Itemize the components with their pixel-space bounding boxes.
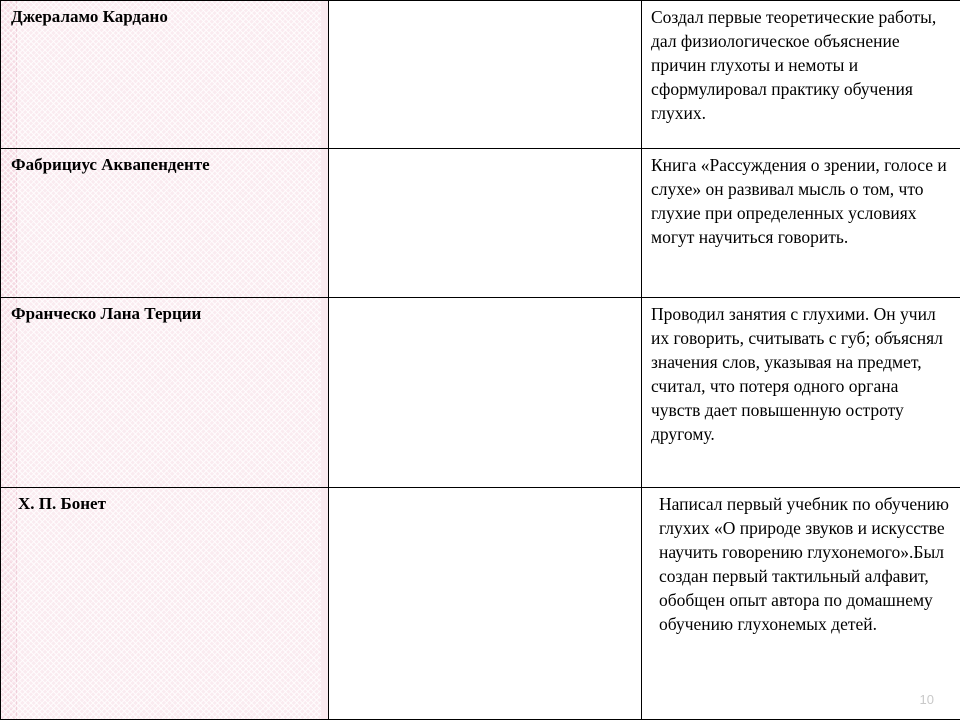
empty-cell <box>329 1 642 149</box>
person-name: Франческо Лана Терции <box>1 298 328 324</box>
table-row <box>1 149 960 298</box>
name-cell <box>1 149 329 298</box>
person-name: Джераламо Кардано <box>1 1 328 27</box>
empty-cell <box>329 149 642 298</box>
name-cell <box>1 1 329 149</box>
description-cell <box>642 1 960 149</box>
description-cell <box>642 149 960 298</box>
person-description: Книга «Рассуждения о зрении, голосе и слухе» он развивал мысль о том, что глухие при определенных условиях могут научиться говорить. <box>651 155 947 247</box>
table-row <box>1 298 960 488</box>
table-row <box>1 488 960 720</box>
person-description: Проводил занятия с глухими. Он учил их говорить, считывать с губ; объяснял значения слов, указывая на предмет, считал, что потеря одного органа чувств дает повышенную остроту другому. <box>651 304 943 444</box>
person-description: Создал первые теоретические работы, дал физиологическое объяснение причин глухоты и немоты и сформулировал практику обучения глухих. <box>651 7 937 123</box>
person-description: Написал первый учебник по обучению глухих «О природе звуков и искусстве научить говорению глухонемого».Был создан первый тактильный алфавит, обобщен опыт автора по домашнему обучению глухонемых детей. <box>659 494 949 634</box>
description-cell <box>642 298 960 488</box>
person-name: Х. П. Бонет <box>1 488 328 514</box>
description-cell <box>642 488 960 720</box>
table-row <box>1 1 960 149</box>
empty-cell <box>329 298 642 488</box>
empty-cell <box>329 488 642 720</box>
person-name: Фабрициус Аквапенденте <box>1 149 328 175</box>
name-cell <box>1 298 329 488</box>
page-number: 10 <box>919 692 934 707</box>
name-cell <box>1 488 329 720</box>
